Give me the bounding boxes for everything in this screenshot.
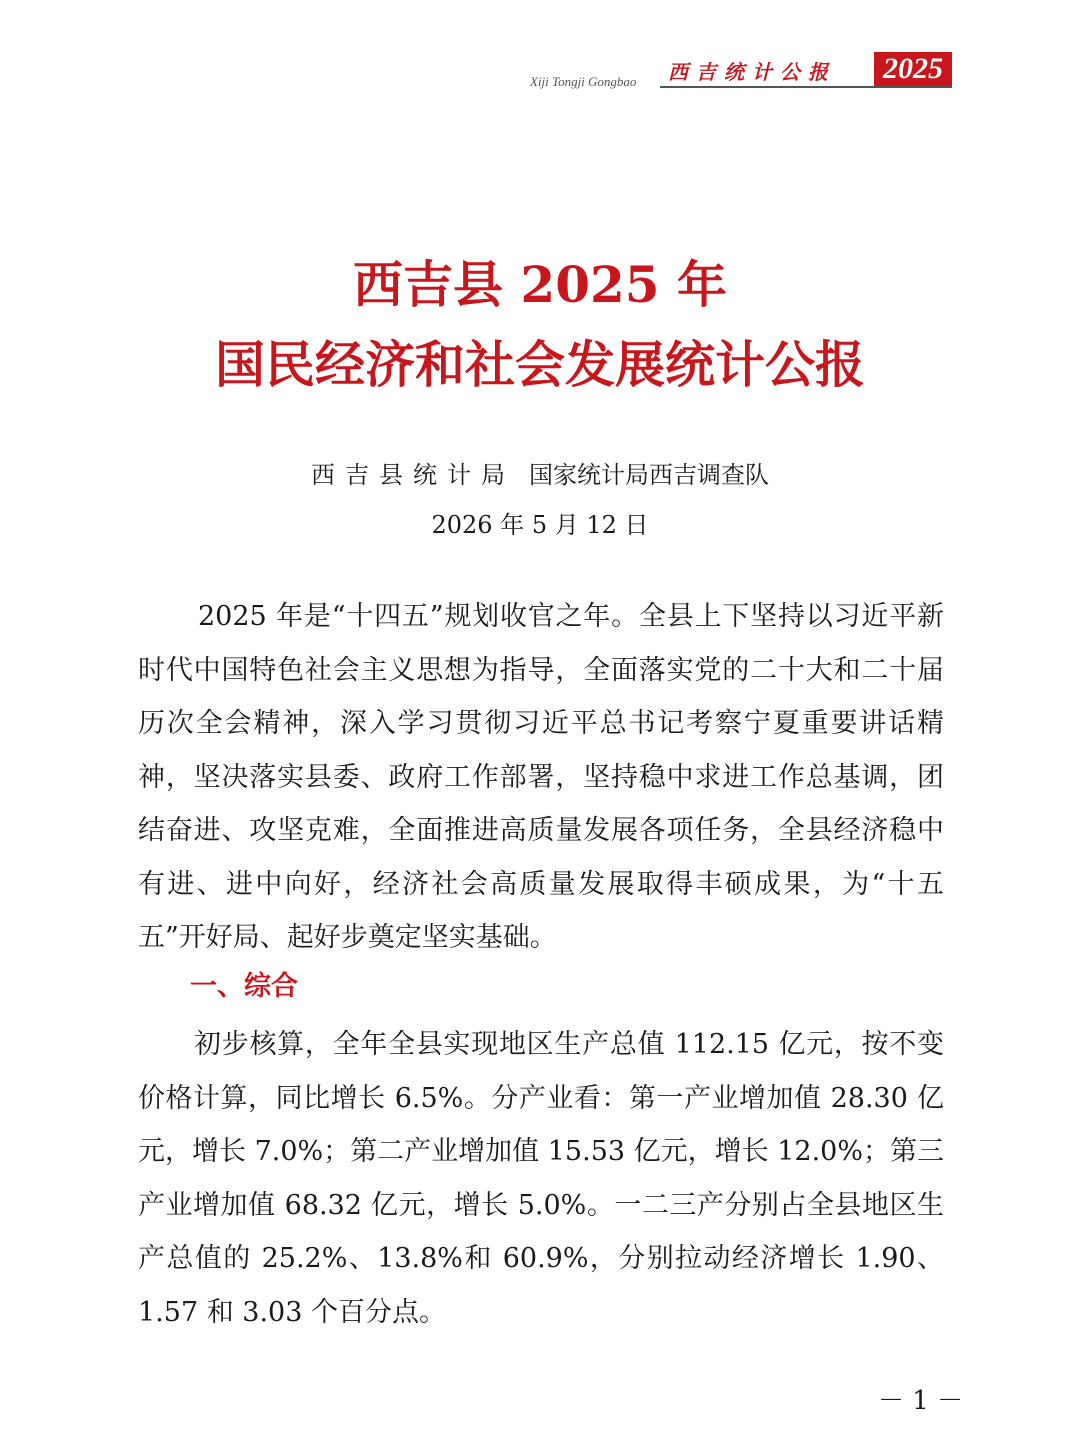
publish-date: 2026 年 5 月 12 日 — [431, 511, 649, 539]
issuer-survey-team: 国家统计局西吉调查队 — [529, 461, 769, 489]
document-title-line1: 西吉县 2025 年 — [353, 255, 727, 314]
intro-paragraph: 2025 年是“十四五”规划收官之年。全县上下坚持以习近平新时代中国特色社会主义思想为指导，全面落实党的二十大和二十届历次全会精神，深入学习贯彻习近平总书记考察宁夏重要讲话精神，坚决落实县委、政府工作部署，坚持稳中求进工作总基调，团结奋进、攻坚克难，全面推进高质量发展各项任务，全县经济稳中有进、进中向好，经济社会高质量发展取得丰硕成果，为“十五五”开好局、起好步奠定坚实基础。 — [138, 601, 944, 953]
issuer-line — [0, 455, 1080, 490]
report-header — [530, 50, 950, 90]
document-title-line2: 国民经济和社会发展统计公报 — [215, 335, 865, 394]
header-pinyin: Xiji Tongji Gongbao — [530, 74, 637, 89]
issuer-statistics-bureau: 西吉县统计局 — [311, 461, 515, 489]
section-general-paragraph: 初步核算，全年全县实现地区生产总值 112.15 亿元，按不变价格计算，同比增长 6.5%。分产业看：第一产业增加值 28.30 亿元，增长 7.0%；第二产业增加值 15.53 亿元，增长 12.0%；第三产业增加值 68.32 亿元，增长 5.0%。一二三产分别占全县地区生产总值的 25.2%、13.8%和 60.9%，分别拉动经济增长 1.90、1.57 和 3.03 个百分点。 — [138, 1029, 944, 1328]
section-heading-general: 一、综合 — [190, 971, 298, 1002]
page-number: － 1 － — [878, 1386, 964, 1416]
header-title: 西吉统计公报 — [668, 60, 836, 84]
header-rule — [660, 86, 952, 88]
header-year-badge: 2025 — [874, 52, 952, 86]
